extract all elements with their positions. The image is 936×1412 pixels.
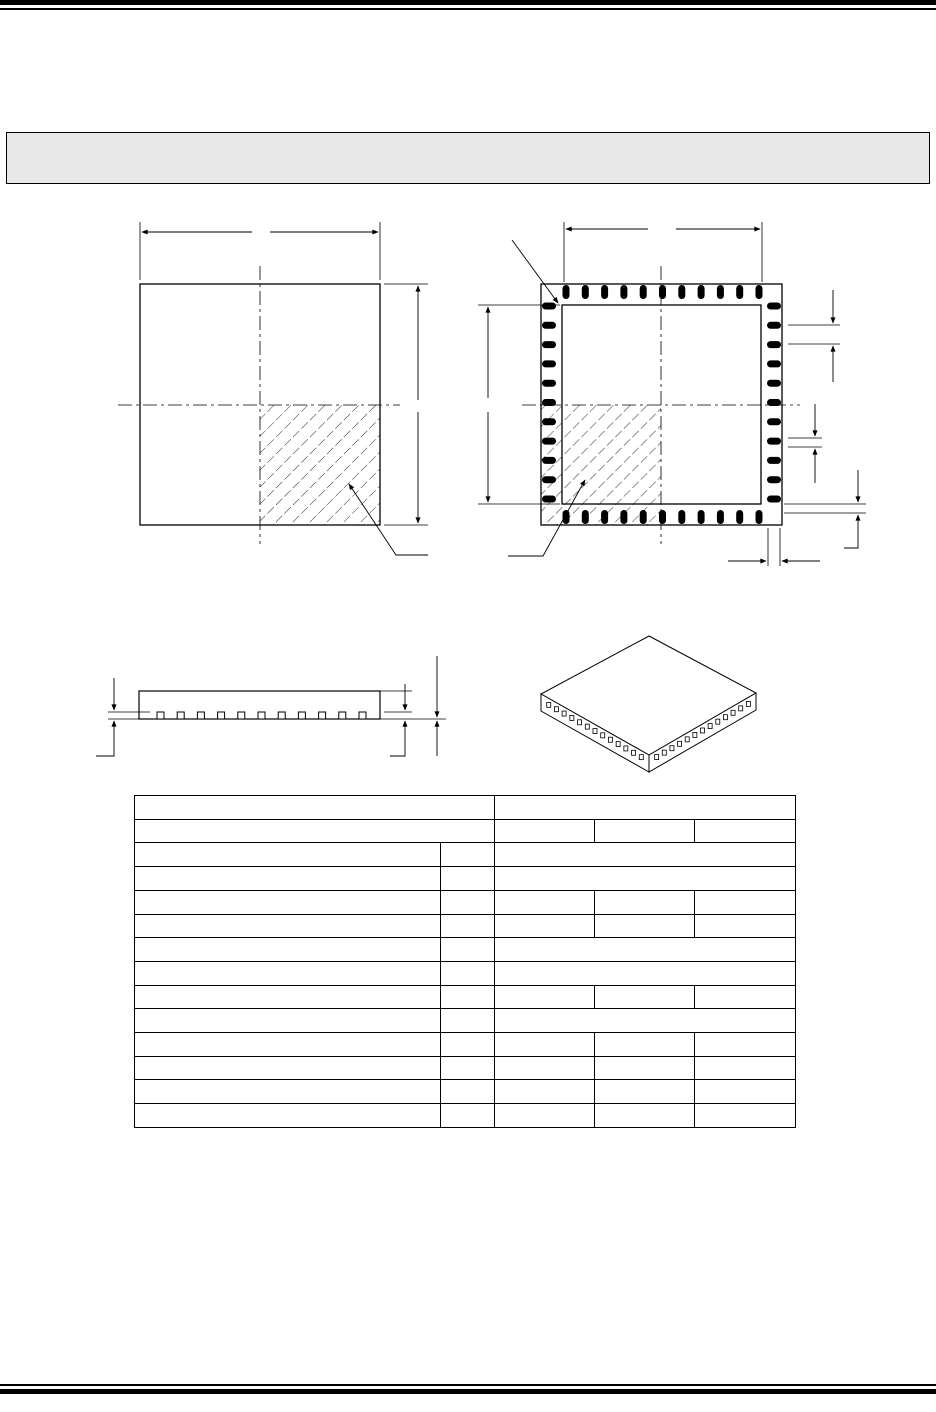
pin-top-1 [563, 285, 570, 299]
pin-bottom-9 [717, 510, 724, 524]
table-cell [495, 914, 595, 938]
iso-right-pin-10 [723, 715, 727, 720]
table-cell [695, 890, 796, 914]
table-cell [595, 914, 695, 938]
table-cell [495, 867, 796, 891]
iso-left-pin-7 [593, 729, 597, 734]
title-banner [6, 132, 930, 184]
table-cell [695, 1080, 796, 1104]
pin-top-3 [601, 285, 608, 299]
pin-right-10 [767, 476, 781, 483]
table-cell [495, 1104, 595, 1128]
pin-bottom-11 [756, 510, 763, 524]
table-cell [135, 961, 441, 985]
table-cell [595, 1056, 695, 1080]
pin-top-10 [736, 285, 743, 299]
table-cell [495, 938, 796, 962]
iso-left-pin-6 [585, 724, 589, 729]
table-cell [441, 961, 495, 985]
table-cell [495, 843, 796, 867]
pin-left-6 [542, 399, 556, 406]
side-pin-5 [238, 712, 245, 719]
table-row [135, 985, 796, 1009]
iso-left-pin-12 [632, 750, 636, 755]
table-cell [495, 961, 796, 985]
table-row [135, 843, 796, 867]
side-pin-3 [197, 712, 204, 719]
pin-right-6 [767, 399, 781, 406]
pin-left-7 [542, 418, 556, 425]
table-subheader-row [135, 819, 796, 843]
iso-right-pin-8 [708, 724, 712, 729]
table-cell [135, 819, 495, 843]
pin-left-11 [542, 496, 556, 503]
table-row [135, 1033, 796, 1057]
pin-top-11 [756, 285, 763, 299]
pin-bottom-10 [736, 510, 743, 524]
iso-left-pin-5 [578, 720, 582, 725]
pin-right-9 [767, 457, 781, 464]
pin-top-6 [659, 285, 666, 299]
iso-left-pin-13 [639, 755, 643, 760]
pin-bottom-3 [601, 510, 608, 524]
side-pin-4 [218, 712, 225, 719]
table-cell [441, 1104, 495, 1128]
top-rule-thin [0, 8, 936, 10]
table-cell [135, 938, 441, 962]
pin-right-4 [767, 360, 781, 367]
bottom-rule-thick [0, 1389, 936, 1394]
table-cell [495, 796, 796, 820]
table-cell [135, 1104, 441, 1128]
pin-top-9 [717, 285, 724, 299]
iso-right-pin-9 [716, 719, 720, 724]
iso-left-pin-11 [624, 746, 628, 751]
pin-bottom-8 [698, 510, 705, 524]
pin-bottom-1 [563, 510, 570, 524]
table-cell [495, 1033, 595, 1057]
table-cell [441, 938, 495, 962]
pin-right-8 [767, 438, 781, 445]
table-cell [595, 1033, 695, 1057]
bottom-view [478, 222, 866, 566]
table-cell [595, 1080, 695, 1104]
isometric-view [541, 636, 756, 772]
table-cell [441, 890, 495, 914]
dimension-table [134, 795, 796, 1128]
iso-left-pin-2 [554, 707, 558, 712]
pin-right-2 [767, 322, 781, 329]
table-cell [441, 1009, 495, 1033]
table-cell [495, 1056, 595, 1080]
iso-left-pin-10 [616, 742, 620, 747]
table-cell [441, 867, 495, 891]
table-cell [441, 985, 495, 1009]
iso-left-pin-3 [562, 711, 566, 716]
package-drawing [0, 200, 936, 780]
table-cell [695, 914, 796, 938]
side-pin-6 [258, 712, 265, 719]
table-row [135, 1056, 796, 1080]
side-pin-8 [298, 712, 305, 719]
side-pin-9 [319, 712, 326, 719]
pin-bottom-7 [678, 510, 685, 524]
table-header-row [135, 796, 796, 820]
pin-top-7 [678, 285, 685, 299]
table-cell [595, 819, 695, 843]
table-cell [695, 1033, 796, 1057]
table-cell [135, 867, 441, 891]
pin-left-5 [542, 380, 556, 387]
iso-right-pin-5 [685, 737, 689, 742]
pin-right-5 [767, 380, 781, 387]
iso-right-pin-6 [693, 732, 697, 737]
table-cell [695, 1056, 796, 1080]
exposed-pad-hatched-quadrant [541, 405, 661, 525]
table-row [135, 938, 796, 962]
top-view [118, 222, 428, 555]
pin-right-3 [767, 341, 781, 348]
pin-left-3 [542, 341, 556, 348]
iso-left-pin-9 [608, 737, 612, 742]
table-cell [135, 796, 495, 820]
pin-top-4 [620, 285, 627, 299]
table-cell [495, 890, 595, 914]
pin-right-7 [767, 418, 781, 425]
pin-left-4 [542, 360, 556, 367]
pin-left-10 [542, 476, 556, 483]
pin-top-5 [640, 285, 647, 299]
table-cell [441, 843, 495, 867]
pin-top-8 [698, 285, 705, 299]
iso-left-pin-4 [570, 715, 574, 720]
pin-right-11 [767, 496, 781, 503]
pin-bottom-2 [582, 510, 589, 524]
table-cell [135, 1009, 441, 1033]
pin-left-1 [542, 303, 556, 310]
iso-right-pin-4 [678, 741, 682, 746]
iso-left-pin-8 [601, 733, 605, 738]
table-cell [441, 1056, 495, 1080]
side-pin-2 [177, 712, 184, 719]
table-cell [695, 1104, 796, 1128]
table-cell [495, 819, 595, 843]
table-cell [135, 1056, 441, 1080]
table-row [135, 867, 796, 891]
table-cell [135, 890, 441, 914]
table-row [135, 890, 796, 914]
pin1-index-leader [512, 240, 558, 303]
table-cell [441, 1033, 495, 1057]
table-cell [135, 1033, 441, 1057]
table-cell [695, 985, 796, 1009]
iso-right-pin-11 [731, 710, 735, 715]
side-pin-7 [278, 712, 285, 719]
table-row [135, 914, 796, 938]
side-pin-11 [359, 712, 366, 719]
table-cell [135, 843, 441, 867]
table-cell [495, 985, 595, 1009]
table-row [135, 1104, 796, 1128]
iso-top-face [541, 636, 756, 755]
table-row [135, 961, 796, 985]
table-row [135, 1080, 796, 1104]
table-row [135, 1009, 796, 1033]
table-cell [595, 890, 695, 914]
side-view-pins [157, 712, 366, 719]
table-cell [441, 914, 495, 938]
side-pin-1 [157, 712, 164, 719]
iso-right-pin-1 [655, 755, 659, 760]
table-cell [135, 1080, 441, 1104]
table-cell [135, 985, 441, 1009]
pin-bottom-6 [659, 510, 666, 524]
table-cell [695, 819, 796, 843]
pin-left-8 [542, 438, 556, 445]
iso-right-pin-2 [662, 750, 666, 755]
pin-top-2 [582, 285, 589, 299]
table-cell [595, 1104, 695, 1128]
pin-bottom-5 [640, 510, 647, 524]
table-cell [595, 985, 695, 1009]
iso-right-pin-12 [739, 706, 743, 711]
iso-left-pin-1 [547, 702, 551, 707]
pin-left-9 [542, 457, 556, 464]
iso-right-pin-13 [746, 701, 750, 706]
iso-right-pin-7 [701, 728, 705, 733]
table-cell [495, 1080, 595, 1104]
table-cell [135, 914, 441, 938]
top-view-hatched-quadrant [260, 405, 380, 525]
iso-right-pin-3 [670, 746, 674, 751]
bottom-rule-thin [0, 1384, 936, 1386]
top-rule-thick [0, 0, 936, 5]
table-cell [441, 1080, 495, 1104]
pin-left-2 [542, 322, 556, 329]
pin-bottom-4 [620, 510, 627, 524]
pin-right-1 [767, 303, 781, 310]
side-view [96, 656, 446, 756]
table-cell [495, 1009, 796, 1033]
side-pin-10 [339, 712, 346, 719]
